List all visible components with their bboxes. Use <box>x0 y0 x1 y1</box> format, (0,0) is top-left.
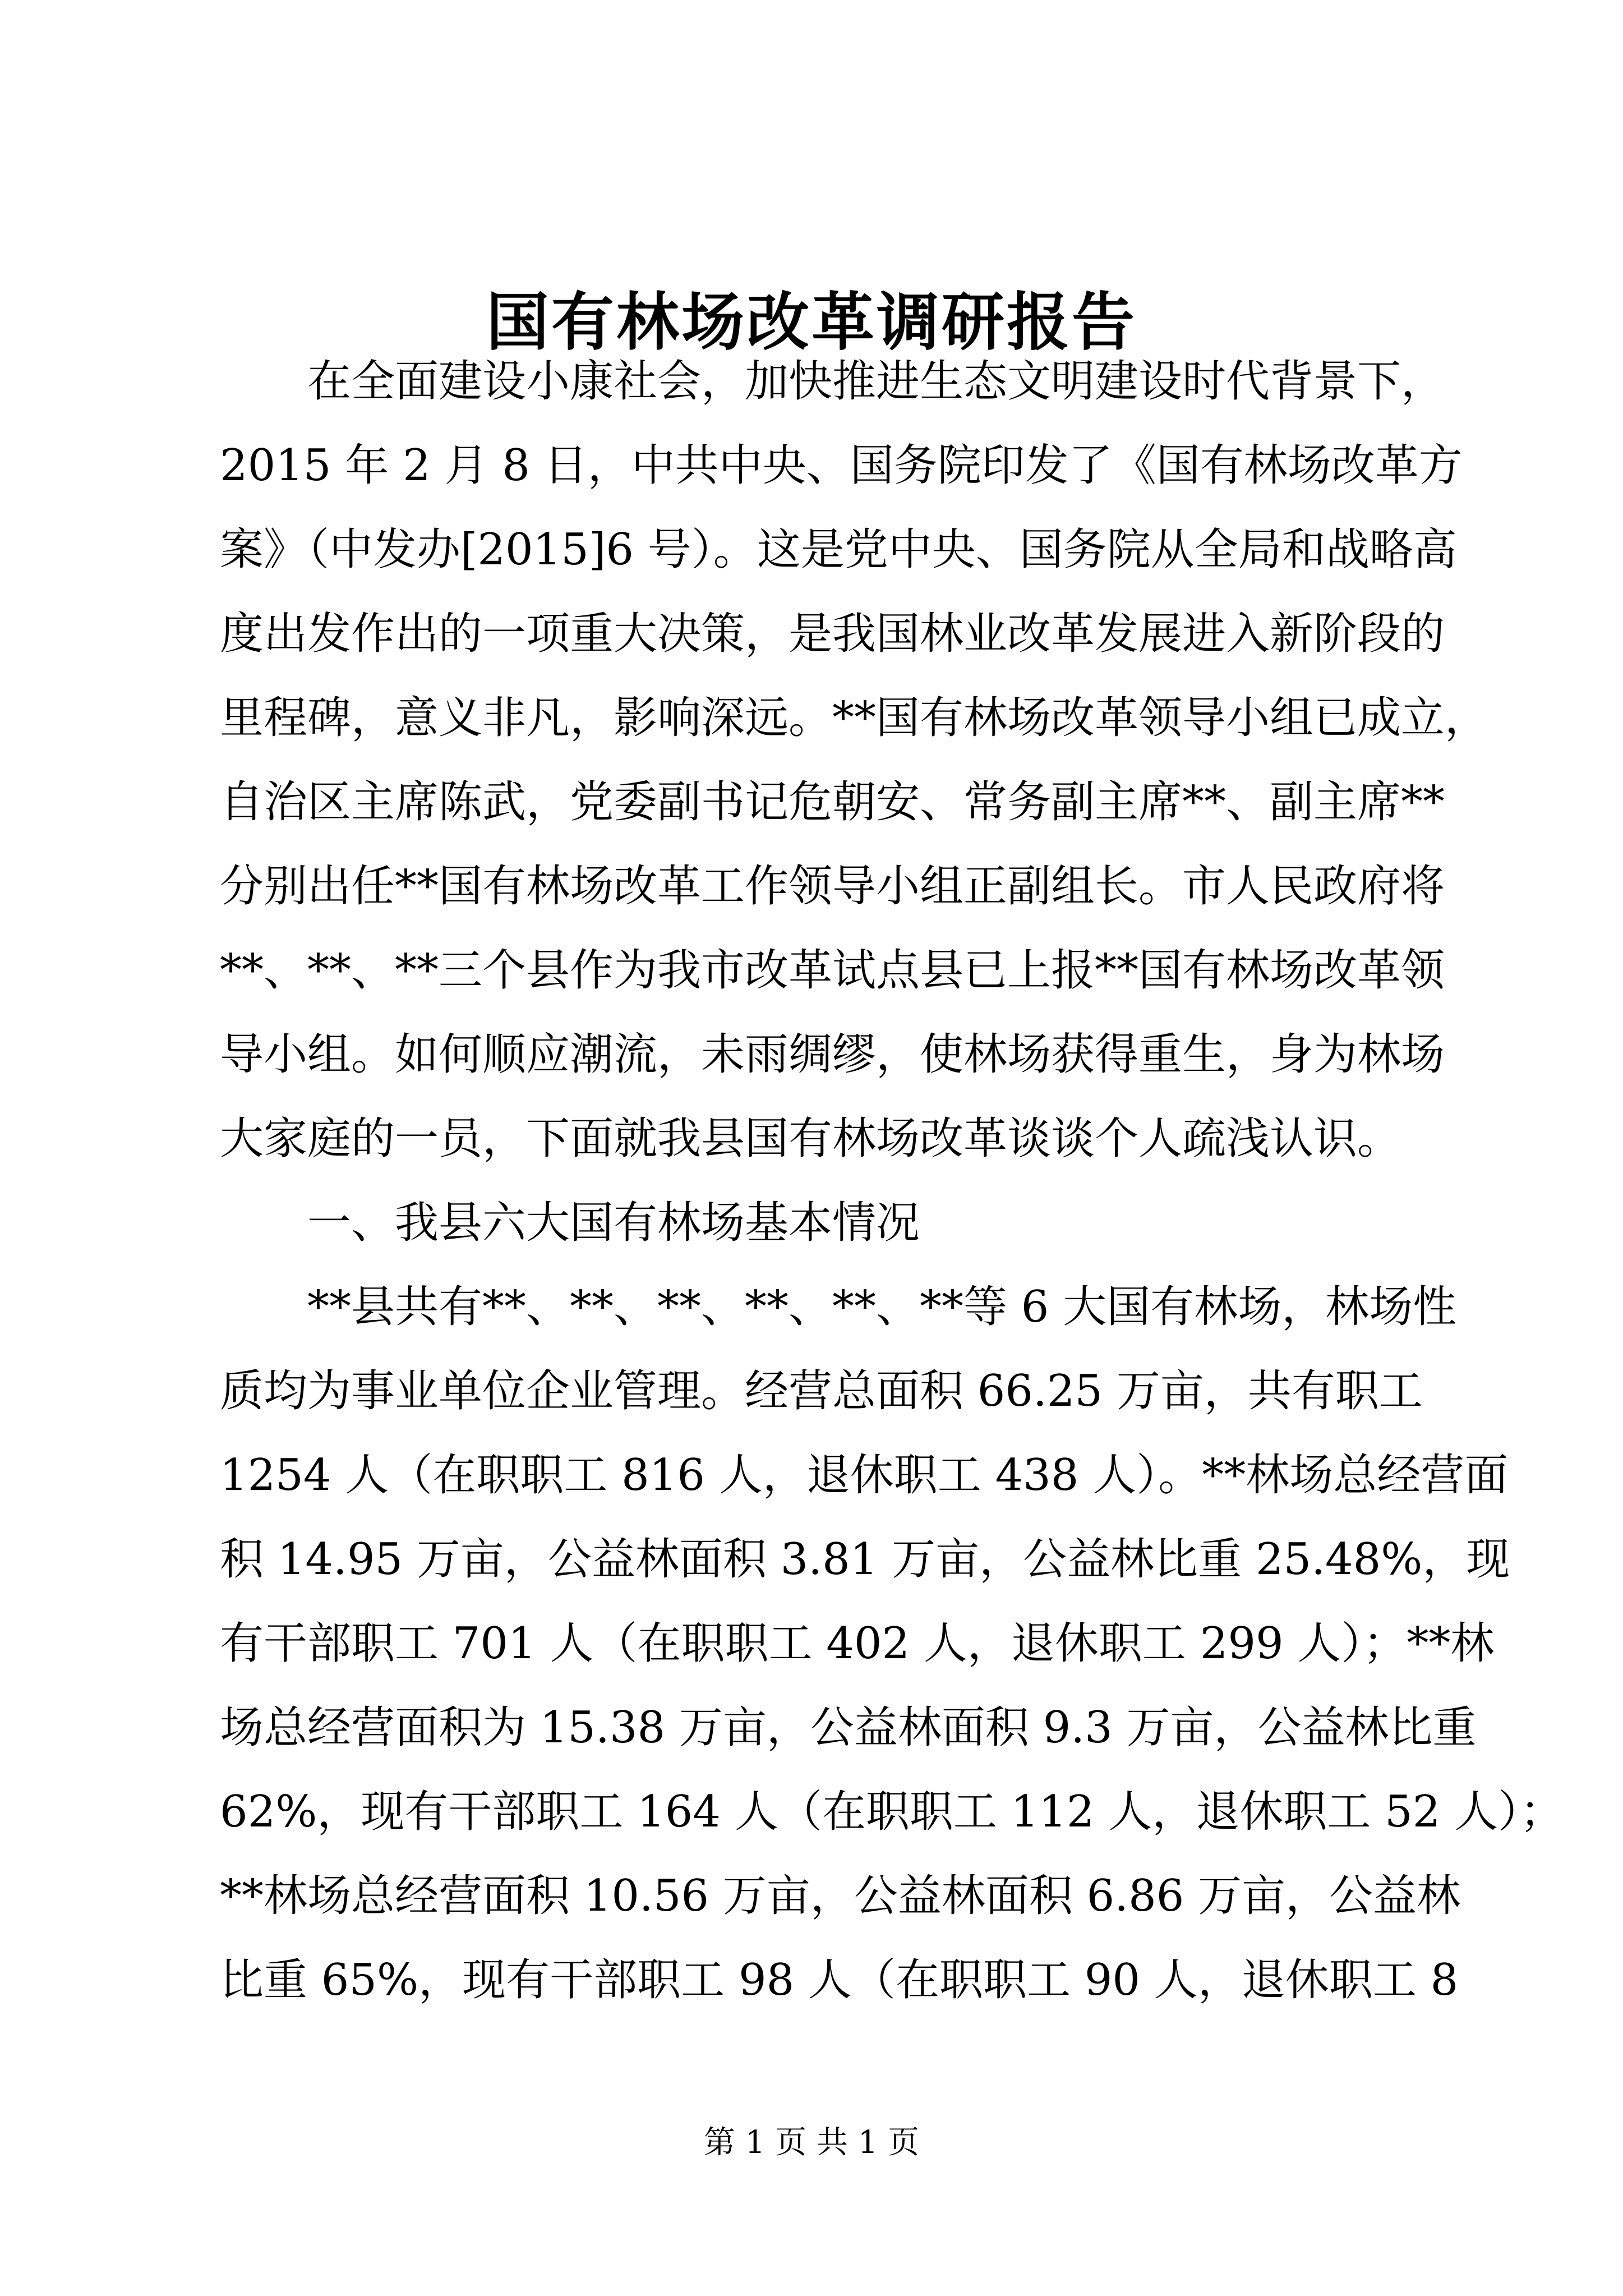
paragraph-line: 场总经营面积为 15.38 万亩，公益林面积 9.3 万亩，公益林比重 <box>220 1703 1477 1753</box>
paragraph-line: **县共有**、**、**、**、**、**等 6 大国有林场，林场性 <box>307 1282 1457 1332</box>
paragraph-line: 比重 65%，现有干部职工 98 人（在职职工 90 人，退休职工 8 <box>220 1955 1459 2005</box>
paragraph-line: 大家庭的一员，下面就我县国有林场改革谈谈个人疏浅认识。 <box>220 1114 1401 1164</box>
paragraph-line: 分别出任**国有林场改革工作领导小组正副组长。市人民政府将 <box>220 861 1445 912</box>
paragraph-line: 有干部职工 701 人（在职职工 402 人，退休职工 299 人）；**林 <box>220 1618 1495 1669</box>
paragraph-line: 62%，现有干部职工 164 人（在职职工 112 人，退休职工 52 人）； <box>220 1787 1564 1837</box>
paragraph-line: **林场总经营面积 10.56 万亩，公益林面积 6.86 万亩，公益林 <box>220 1871 1461 1921</box>
document-title: 国有林场改革调研报告 <box>486 286 1137 359</box>
paragraph-line: 1254 人（在职职工 816 人，退休职工 438 人）。**林场总经营面 <box>220 1450 1509 1501</box>
page-number-footer: 第 1 页 共 1 页 <box>703 2124 920 2161</box>
paragraph-line: 案》（中发办[2015]6 号）。这是党中央、国务院从全局和战略高 <box>220 524 1457 575</box>
paragraph-line: 自治区主席陈武，党委副书记危朝安、常务副主席**、副主席** <box>220 777 1445 827</box>
paragraph-line: **、**、**三个县作为我市改革试点县已上报**国有林场改革领 <box>220 945 1445 996</box>
paragraph-line: 里程碑，意义非凡，影响深远。**国有林场改革领导小组已成立， <box>220 693 1489 743</box>
paragraph-line: 导小组。如何顺应潮流，未雨绸缪，使林场获得重生，身为林场 <box>220 1029 1445 1080</box>
paragraph-line: 2015 年 2 月 8 日，中共中央、国务院印发了《国有林场改革方 <box>220 440 1463 491</box>
section-heading: 一、我县六大国有林场基本情况 <box>307 1198 920 1248</box>
paragraph-line: 在全面建设小康社会，加快推进生态文明建设时代背景下， <box>307 356 1445 407</box>
paragraph-line: 质均为事业单位企业管理。经营总面积 66.25 万亩，共有职工 <box>220 1366 1423 1416</box>
paragraph-line: 积 14.95 万亩，公益林面积 3.81 万亩，公益林比重 25.48%，现 <box>220 1534 1510 1585</box>
paragraph-line: 度出发作出的一项重大决策，是我国林业改革发展进入新阶段的 <box>220 609 1445 659</box>
